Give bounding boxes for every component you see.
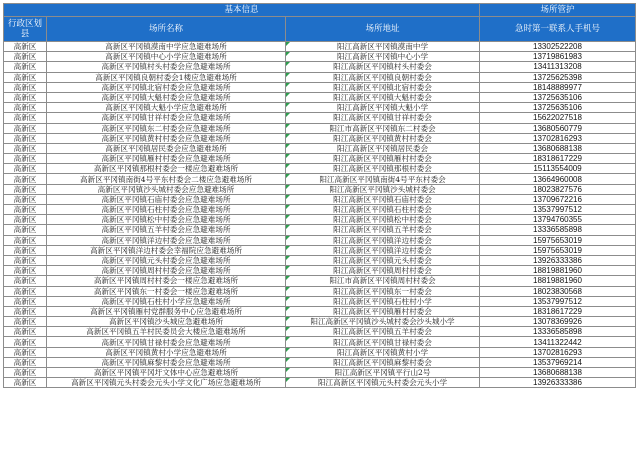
address-cell[interactable]: 阳江高新区平冈镇石庙村委会 <box>286 194 480 204</box>
shelter-name-cell[interactable]: 高新区平冈镇雁村党群服务中心应急避难场所 <box>47 306 286 316</box>
phone-cell[interactable]: 15975653019 <box>480 235 636 245</box>
shelter-name-cell[interactable]: 高新区平冈镇麻黎村委会应急避难场所 <box>47 357 286 367</box>
table-row <box>4 72 636 82</box>
shelter-name-cell[interactable]: 高新区平冈镇东一村委会一楼应急避难场所 <box>47 286 286 296</box>
address-cell[interactable]: 阳江高新区平冈镇北宿村委会 <box>286 82 480 92</box>
phone-cell[interactable]: 15975653019 <box>480 245 636 255</box>
table-row <box>4 337 636 347</box>
address-cell[interactable]: 阳江高新区平冈镇麻黎村委会 <box>286 357 480 367</box>
shelter-name-cell[interactable]: 高新区平冈镇周村村委会应急避难场所 <box>47 266 286 276</box>
district-cell[interactable]: 高新区 <box>4 72 47 82</box>
phone-cell[interactable]: 18318617229 <box>480 154 636 164</box>
phone-cell[interactable]: 18148889977 <box>480 82 636 92</box>
district-cell[interactable]: 高新区 <box>4 266 47 276</box>
shelter-name-cell[interactable]: 高新区平冈镇北宿村委会应急避难场所 <box>47 82 286 92</box>
table-row <box>4 276 636 286</box>
address-cell[interactable]: 阳江高新区平冈镇五羊村委会 <box>286 225 480 235</box>
district-cell[interactable]: 高新区 <box>4 225 47 235</box>
phone-cell[interactable]: 13725635106 <box>480 103 636 113</box>
shelter-name-cell[interactable]: 高新区平冈镇石庙村委会应急避难场所 <box>47 194 286 204</box>
address-cell[interactable]: 阳江高新区平冈镇元头村委会元头小学 <box>286 378 480 388</box>
header-group-manage: 场所管护 <box>480 4 636 17</box>
shelter-name-cell[interactable]: 高新区平冈镇良朝村委会1楼应急避难场所 <box>47 72 286 82</box>
district-cell[interactable]: 高新区 <box>4 174 47 184</box>
shelter-name-cell[interactable]: 高新区平冈镇洋边村委会幸福院应急避难场所 <box>47 245 286 255</box>
phone-cell[interactable]: 13336585898 <box>480 327 636 337</box>
district-cell[interactable]: 高新区 <box>4 286 47 296</box>
phone-cell[interactable]: 13702816293 <box>480 347 636 357</box>
address-cell[interactable]: 阳江高新区平冈镇沙头城村委会 <box>286 184 480 194</box>
phone-cell[interactable]: 13411313208 <box>480 62 636 72</box>
table-row <box>4 184 636 194</box>
district-cell[interactable]: 高新区 <box>4 368 47 378</box>
table-row <box>4 42 636 52</box>
shelter-name-cell[interactable]: 高新区平冈镇元头村委会元头小学文化广场应急避难场所 <box>47 378 286 388</box>
address-cell[interactable]: 阳江高新区平冈镇黄村村委会 <box>286 133 480 143</box>
table-row <box>4 52 636 62</box>
table-row <box>4 194 636 204</box>
table-row <box>4 378 636 388</box>
district-cell[interactable]: 高新区 <box>4 317 47 327</box>
district-cell[interactable]: 高新区 <box>4 276 47 286</box>
address-cell[interactable]: 阳江高新区平冈镇松中村委会 <box>286 215 480 225</box>
phone-cell[interactable]: 18318617229 <box>480 306 636 316</box>
address-cell[interactable]: 阳江高新区平冈镇洋边村委会 <box>286 245 480 255</box>
table-row <box>4 133 636 143</box>
address-cell[interactable]: 阳江高新区平冈镇元头村委会 <box>286 255 480 265</box>
district-cell[interactable]: 高新区 <box>4 296 47 306</box>
shelter-name-cell[interactable]: 高新区平冈镇大魁村委会应急避难场所 <box>47 92 286 102</box>
column-header-district[interactable]: 行政区划县 <box>4 17 47 42</box>
shelter-name-cell[interactable]: 高新区平冈镇五羊村民委员会大楼应急避难场所 <box>47 327 286 337</box>
shelter-name-cell[interactable]: 高新区平冈镇甘禄村委会应急避难场所 <box>47 337 286 347</box>
district-cell[interactable]: 高新区 <box>4 255 47 265</box>
district-cell[interactable]: 高新区 <box>4 42 47 52</box>
district-cell[interactable]: 高新区 <box>4 82 47 92</box>
district-cell[interactable]: 高新区 <box>4 245 47 255</box>
address-cell[interactable]: 阳江高新区平冈镇甘禄村委会 <box>286 337 480 347</box>
table-row <box>4 103 636 113</box>
address-cell[interactable]: 阳江高新区平冈镇良朝村委会 <box>286 72 480 82</box>
phone-cell[interactable]: 13926333386 <box>480 255 636 265</box>
column-header-address[interactable]: 场所地址 <box>286 17 480 42</box>
shelter-name-cell[interactable]: 高新区平冈镇漠南中学应急避难场所 <box>47 42 286 52</box>
address-cell[interactable]: 阳江高新区平冈镇黄村小学 <box>286 347 480 357</box>
address-cell[interactable]: 阳江高新区平冈镇洋边村委会 <box>286 235 480 245</box>
phone-cell[interactable]: 13709672216 <box>480 194 636 204</box>
table-body <box>4 42 636 388</box>
district-cell[interactable]: 高新区 <box>4 52 47 62</box>
phone-cell[interactable]: 13725625398 <box>480 72 636 82</box>
table-row <box>4 255 636 265</box>
phone-cell[interactable]: 15113554009 <box>480 164 636 174</box>
table-row <box>4 317 636 327</box>
shelter-name-cell[interactable]: 高新区平冈镇松中村委会应急避难场所 <box>47 215 286 225</box>
address-cell[interactable]: 阳江高新区平冈镇大魁小学 <box>286 103 480 113</box>
address-cell[interactable]: 阳江高新区平冈镇东一村委会 <box>286 286 480 296</box>
table-row <box>4 368 636 378</box>
address-cell[interactable]: 阳江高新区平冈镇居民委会 <box>286 143 480 153</box>
shelter-name-cell[interactable]: 高新区平冈镇周村村委会一楼应急避难场所 <box>47 276 286 286</box>
table-row <box>4 225 636 235</box>
address-cell[interactable]: 阳江高新区平冈镇石柱村小学 <box>286 296 480 306</box>
district-cell[interactable]: 高新区 <box>4 378 47 388</box>
table-row <box>4 245 636 255</box>
shelter-name-cell[interactable]: 高新区平冈镇东二村委会应急避难场所 <box>47 123 286 133</box>
table-row <box>4 286 636 296</box>
table-row <box>4 143 636 153</box>
address-cell[interactable]: 阳江高新区平冈镇平行山2号 <box>286 368 480 378</box>
district-cell[interactable]: 高新区 <box>4 123 47 133</box>
district-cell[interactable]: 高新区 <box>4 113 47 123</box>
district-cell[interactable]: 高新区 <box>4 347 47 357</box>
district-cell[interactable]: 高新区 <box>4 154 47 164</box>
phone-cell[interactable]: 13537997512 <box>480 205 636 215</box>
district-cell[interactable]: 高新区 <box>4 235 47 245</box>
district-cell[interactable]: 高新区 <box>4 164 47 174</box>
table-row <box>4 154 636 164</box>
shelter-name-cell[interactable]: 高新区平冈镇石柱村小学应急避难场所 <box>47 296 286 306</box>
shelter-name-cell[interactable]: 高新区平冈镇黄村村委会应急避难场所 <box>47 133 286 143</box>
table-row <box>4 327 636 337</box>
shelter-name-cell[interactable]: 高新区平冈镇沙头城应急避难场所 <box>47 317 286 327</box>
shelter-name-cell[interactable]: 高新区平冈镇雁村村委会应急避难场所 <box>47 154 286 164</box>
address-cell[interactable]: 阳江高新区平冈镇村头村委会 <box>286 62 480 72</box>
address-cell[interactable]: 阳江高新区平冈镇那根村委会 <box>286 164 480 174</box>
table-row <box>4 296 636 306</box>
table-row <box>4 205 636 215</box>
phone-cell[interactable]: 18819881960 <box>480 266 636 276</box>
phone-cell[interactable]: 18819881960 <box>480 276 636 286</box>
column-header-phone[interactable]: 急时第一联系人手机号 <box>480 17 636 42</box>
shelter-name-cell[interactable]: 高新区平冈镇黄村小学应急避难场所 <box>47 347 286 357</box>
district-cell[interactable]: 高新区 <box>4 306 47 316</box>
shelter-name-cell[interactable]: 高新区平冈镇石柱村委会应急避难场所 <box>47 205 286 215</box>
address-cell[interactable]: 阳江高新区平冈镇雁村村委会 <box>286 154 480 164</box>
address-cell[interactable]: 阳江高新区平冈镇南街4号平东村委会 <box>286 174 480 184</box>
table-row <box>4 266 636 276</box>
address-cell[interactable]: 阳江高新区平冈镇漠南中学 <box>286 42 480 52</box>
column-header-name[interactable]: 场所名称 <box>47 17 286 42</box>
phone-cell[interactable]: 13537969214 <box>480 357 636 367</box>
phone-cell[interactable]: 13302522208 <box>480 42 636 52</box>
district-cell[interactable]: 高新区 <box>4 357 47 367</box>
district-cell[interactable]: 高新区 <box>4 215 47 225</box>
phone-cell[interactable]: 18023827576 <box>480 184 636 194</box>
district-cell[interactable]: 高新区 <box>4 327 47 337</box>
district-cell[interactable]: 高新区 <box>4 133 47 143</box>
phone-cell[interactable]: 13411322442 <box>480 337 636 347</box>
district-cell[interactable]: 高新区 <box>4 194 47 204</box>
table-row <box>4 347 636 357</box>
district-cell[interactable]: 高新区 <box>4 337 47 347</box>
district-cell[interactable]: 高新区 <box>4 205 47 215</box>
shelter-name-cell[interactable]: 高新区平冈镇村头村委会应急避难场所 <box>47 62 286 72</box>
address-cell[interactable]: 阳江高新区平冈镇甘祥村委会 <box>286 113 480 123</box>
shelter-table <box>3 3 636 388</box>
address-cell[interactable]: 阳江市高新区平冈镇东二村委会 <box>286 123 480 133</box>
shelter-name-cell[interactable]: 高新区平冈镇元头村委会应急避难场所 <box>47 255 286 265</box>
header-group-basic: 基本信息 <box>4 4 480 17</box>
phone-cell[interactable]: 13725635106 <box>480 92 636 102</box>
address-cell[interactable]: 阳江高新区平冈镇五羊村委会 <box>286 327 480 337</box>
address-cell[interactable]: 阳江高新区平冈镇大魁村委会 <box>286 92 480 102</box>
phone-cell[interactable]: 15622027518 <box>480 113 636 123</box>
shelter-name-cell[interactable]: 高新区平冈镇大魁小学应急避难场所 <box>47 103 286 113</box>
phone-cell[interactable]: 13719861983 <box>480 52 636 62</box>
shelter-name-cell[interactable]: 高新区平冈镇南街4号平东村委会二楼应急避难场所 <box>47 174 286 184</box>
address-cell[interactable]: 阳江高新区平冈镇中心小学 <box>286 52 480 62</box>
address-cell[interactable]: 阳江高新区平冈镇沙头城村委会沙头城小学 <box>286 317 480 327</box>
shelter-name-cell[interactable]: 高新区平冈镇平冈圩文体中心应急避难场所 <box>47 368 286 378</box>
table-row <box>4 306 636 316</box>
table-row <box>4 113 636 123</box>
phone-cell[interactable]: 13680688138 <box>480 143 636 153</box>
district-cell[interactable]: 高新区 <box>4 62 47 72</box>
table-row <box>4 164 636 174</box>
shelter-name-cell[interactable]: 高新区平冈镇洋边村委会应急避难场所 <box>47 235 286 245</box>
table-row <box>4 215 636 225</box>
address-cell[interactable]: 阳江高新区平冈镇雁村村委会 <box>286 306 480 316</box>
phone-cell[interactable]: 13078369926 <box>480 317 636 327</box>
phone-cell[interactable]: 13664960008 <box>480 174 636 184</box>
phone-cell[interactable]: 13537997512 <box>480 296 636 306</box>
table-header <box>4 4 636 42</box>
table-row <box>4 235 636 245</box>
shelter-name-cell[interactable]: 高新区平冈镇五羊村委会应急避难场所 <box>47 225 286 235</box>
district-cell[interactable]: 高新区 <box>4 184 47 194</box>
phone-cell[interactable]: 13794760355 <box>480 215 636 225</box>
table-row <box>4 357 636 367</box>
phone-cell[interactable]: 13680688138 <box>480 368 636 378</box>
phone-cell[interactable]: 13702816293 <box>480 133 636 143</box>
phone-cell[interactable]: 13926333386 <box>480 378 636 388</box>
table-row <box>4 62 636 72</box>
shelter-name-cell[interactable]: 高新区平冈镇甘祥村委会应急避难场所 <box>47 113 286 123</box>
table-row <box>4 174 636 184</box>
table-row <box>4 82 636 92</box>
table-row <box>4 123 636 133</box>
phone-cell[interactable]: 13680560779 <box>480 123 636 133</box>
address-cell[interactable]: 阳江高新区平冈镇周村村委会 <box>286 266 480 276</box>
phone-cell[interactable]: 18023830568 <box>480 286 636 296</box>
district-cell[interactable]: 高新区 <box>4 143 47 153</box>
shelter-name-cell[interactable]: 高新区平冈镇那根村委会一楼应急避难场所 <box>47 164 286 174</box>
shelter-name-cell[interactable]: 高新区平冈镇沙头城村委会应急避难场所 <box>47 184 286 194</box>
shelter-name-cell[interactable]: 高新区平冈镇中心小学应急避难场所 <box>47 52 286 62</box>
address-cell[interactable]: 阳江市高新区平冈镇周村村委会 <box>286 276 480 286</box>
address-cell[interactable]: 阳江高新区平冈镇石柱村委会 <box>286 205 480 215</box>
district-cell[interactable]: 高新区 <box>4 92 47 102</box>
district-cell[interactable]: 高新区 <box>4 103 47 113</box>
table-row <box>4 92 636 102</box>
shelter-name-cell[interactable]: 高新区平冈镇居民委会应急避难场所 <box>47 143 286 153</box>
phone-cell[interactable]: 13336585898 <box>480 225 636 235</box>
